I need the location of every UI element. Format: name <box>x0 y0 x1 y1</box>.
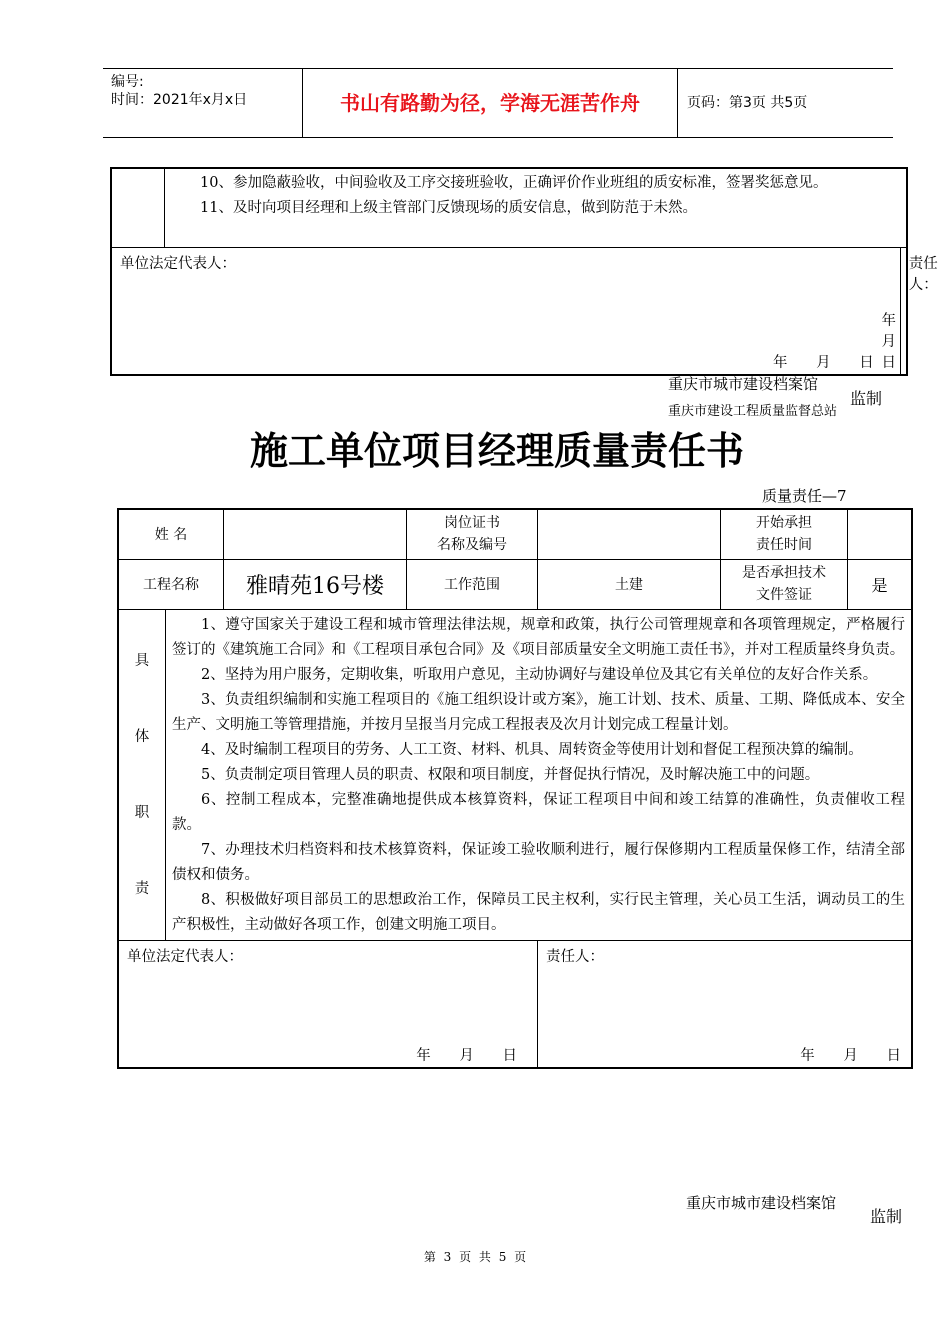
scope-label: 工作范围 <box>407 559 538 609</box>
duty-item: 1、遵守国家关于建设工程和城市管理法律法规，规章和政策，执行公司管理规章和各项管理规定，严格履行签订的《建筑施工合同》和《工程项目承包合同》及《项目部质量安全文明施工责任书》，并对工程质量终身负责。 <box>172 616 905 658</box>
prev-duty-item: 10、参加隐蔽验收，中间验收及工序交接班验收，正确评价作业班组的质安标准，签署奖惩意见。 <box>200 175 828 191</box>
number-label: 编号: <box>111 74 144 90</box>
tech-label-line2: 文件签证 <box>756 587 812 603</box>
duty-item: 8、积极做好项目部员工的思想政治工作，保障员工民主权利，实行民主管理，关心员工生活，调动员工的生产积极性，主动做好各项工作，创建文明施工项目。 <box>172 891 905 933</box>
duty-heading-char: 体 <box>134 728 150 745</box>
document-code: 质量责任—7 <box>762 487 847 505</box>
cert-label-line2: 名称及编号 <box>437 537 507 554</box>
date-right: 年 月 日 <box>800 1047 901 1064</box>
duty-heading <box>119 610 166 940</box>
duties-inner <box>119 610 911 940</box>
duty-item: 5、负责制定项目管理人员的职责、权限和项目制度，并督促执行情况，及时解决施工中的问题。 <box>201 766 820 783</box>
legal-rep-label: 单位法定代表人： <box>120 256 236 272</box>
header-motto: 书山有路勤为径，学海无涯苦作舟 <box>303 69 678 137</box>
prev-issuer-1: 重庆市城市建设档案馆 <box>668 375 819 393</box>
prev-duty-item: 11、及时向项目经理和上级主管部门反馈现场的质安信息，做到防范于未然。 <box>200 200 697 216</box>
date-right: 年 月 日 <box>881 313 896 371</box>
project-label: 工程名称 <box>118 559 224 609</box>
duty-item: 4、及时编制工程项目的劳务、人工工资、材料、机具、周转资金等使用计划和督促工程预决算的编制。 <box>201 741 863 758</box>
previous-section-table <box>110 167 938 376</box>
start-value <box>848 509 913 559</box>
start-label-line1: 开始承担 <box>756 515 812 532</box>
duty-item: 3、负责组织编制和实施工程项目的《施工组织设计或方案》，施工计划、技术、质量、工期、降低成本、安全生产、文明施工等管理措施，并按月呈报当月完成工程报表及次月计划完成工程量计划。 <box>172 691 905 733</box>
page-number: 第 3 页 共 5 页 <box>423 1250 527 1264</box>
duty-heading-char: 职 <box>134 804 150 821</box>
cert-label-line1: 岗位证书 <box>444 515 500 532</box>
duty-item: 6、控制工程成本，完整准确地提供成本核算资料，保证工程项目中间和竣工结算的准确性，负责催收工程款。 <box>172 791 905 833</box>
name-value <box>224 509 407 559</box>
tech-label-line1: 是否承担技术 <box>742 565 826 581</box>
duties-row <box>118 609 912 940</box>
duty-item: 7、办理技术归档资料和技术核算资料，保证竣工验收顺利进行，履行保修期内工程质量保修工作，结清全部债权和债务。 <box>172 841 905 883</box>
project-value: 雅晴苑16号楼 <box>224 559 407 609</box>
cert-value <box>538 509 721 559</box>
footer-issuer-suffix: 监制 <box>870 1207 903 1226</box>
footer-issuer: 重庆市城市建设档案馆 <box>686 1194 837 1212</box>
header-page-code: 页码：第3页 共5页 <box>687 95 808 111</box>
scope-value: 土建 <box>538 559 721 609</box>
responsibility-form <box>117 508 913 1069</box>
prev-responsible-cell <box>881 248 938 376</box>
legal-rep-cell <box>118 940 538 1068</box>
start-label-line2: 责任时间 <box>756 537 812 554</box>
name-label: 姓 名 <box>118 509 224 559</box>
duty-heading-char: 具 <box>134 652 150 669</box>
header-meta <box>103 69 303 137</box>
duty-list <box>166 610 912 940</box>
time-label: 时间：2021年x月x日 <box>111 92 248 108</box>
prev-legal-rep-cell <box>111 248 900 376</box>
duty-heading-char: 责 <box>134 880 150 897</box>
date-left: 年 月 日 <box>416 1047 517 1064</box>
tech-label <box>721 559 848 609</box>
prev-issuer-suffix: 监制 <box>850 389 883 408</box>
responsible-label: 责任人： <box>908 256 938 293</box>
responsible-label: 责任人： <box>546 948 604 965</box>
cert-label <box>407 509 538 559</box>
prev-issuer-2: 重庆市建设工程质量监督总站 <box>668 404 838 419</box>
document-title: 施工单位项目经理质量责任书 <box>249 429 744 473</box>
prev-side-cell <box>111 168 165 248</box>
tech-value: 是 <box>848 559 913 609</box>
responsible-cell <box>538 940 913 1068</box>
document-header <box>103 68 893 138</box>
date-left: 年 月 日 <box>772 355 874 371</box>
start-label <box>721 509 848 559</box>
legal-rep-label: 单位法定代表人： <box>127 948 243 965</box>
duty-item: 2、坚持为用户服务，定期收集，听取用户意见，主动协调好与建设单位及其它有关单位的友好合作关系。 <box>201 666 878 683</box>
prev-duties-cell <box>165 168 908 248</box>
